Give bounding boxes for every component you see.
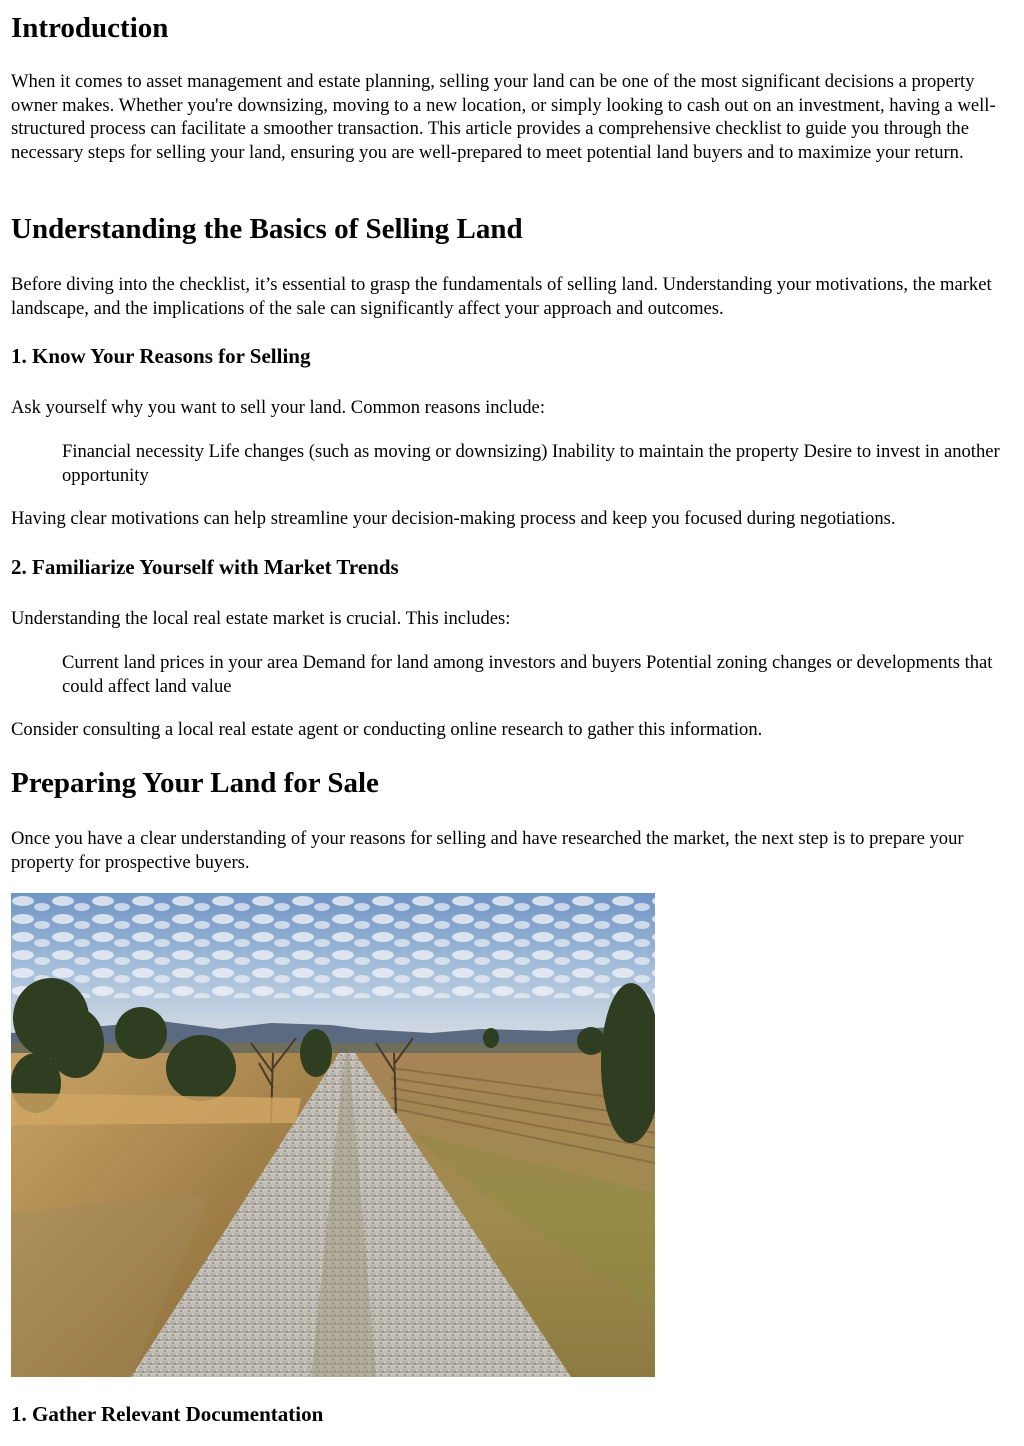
paragraph-basics: Before diving into the checklist, it’s essential to grasp the fundamentals of selling land. Understanding your motivations, the market landscape, and the implications of the sale can significantly affect your approach and outcomes.	[11, 274, 992, 319]
paragraph-introduction: When it comes to asset management and estate planning, selling your land can be one of the most significant decisions a property owner makes. Whether you're downsizing, moving to a new location, or simply looking to cash out on an investment, having a well-structured process can facilitate a smoother transaction. This article provides a comprehensive checklist to guide you through the necessary steps for selling your land, ensuring you are well-prepared to meet potential land buyers and to maximize your return.	[11, 71, 996, 163]
heading-know-reasons: 1. Know Your Reasons for Selling	[11, 344, 311, 368]
paragraph-trends-outro: Consider consulting a local real estate agent or conducting online research to gather this information.	[11, 719, 763, 740]
gravel-road-landscape-image	[11, 893, 655, 1377]
heading-preparing-land: Preparing Your Land for Sale	[11, 767, 379, 799]
heading-market-trends: 2. Familiarize Yourself with Market Trends	[11, 555, 399, 579]
paragraph-reasons-outro: Having clear motivations can help streamline your decision-making process and keep you focused during negotiations.	[11, 508, 896, 529]
paragraph-preparing: Once you have a clear understanding of your reasons for selling and have researched the market, the next step is to prepare your property for prospective buyers.	[11, 828, 964, 873]
heading-introduction: Introduction	[11, 12, 169, 44]
list-trends: Current land prices in your area Demand for land among investors and buyers Potential zoning changes or developments that could affect land value	[62, 652, 993, 697]
heading-understanding-basics: Understanding the Basics of Selling Land	[11, 213, 523, 245]
landscape-photo	[11, 893, 655, 1377]
paragraph-reasons-intro: Ask yourself why you want to sell your land. Common reasons include:	[11, 397, 545, 418]
list-reasons: Financial necessity Life changes (such as moving or downsizing) Inability to maintain the property Desire to invest in another opportunity	[62, 441, 1000, 486]
paragraph-trends-intro: Understanding the local real estate market is crucial. This includes:	[11, 608, 511, 629]
heading-gather-documentation: 1. Gather Relevant Documentation	[11, 1402, 324, 1426]
